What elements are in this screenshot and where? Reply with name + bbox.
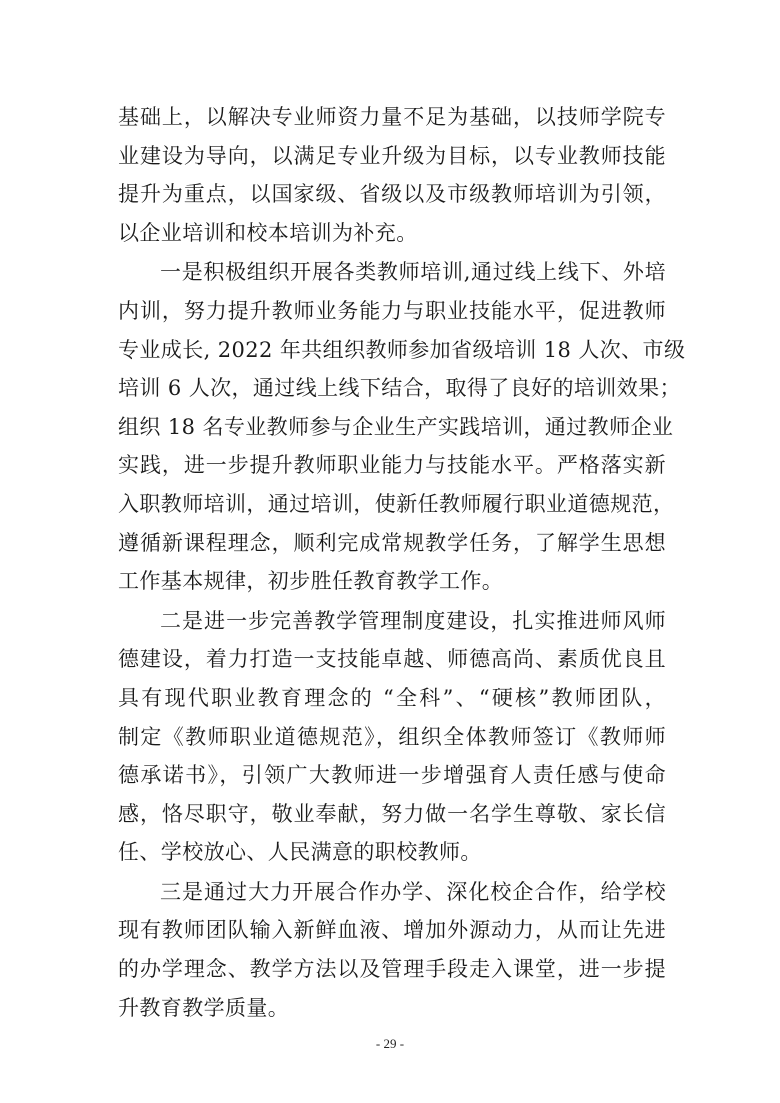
text-line: 的办学理念、教学方法以及管理手段走入课堂，进一步提 — [118, 957, 666, 982]
text-line: 德承诺书》，引领广大教师进一步增强育人责任感与使命 — [118, 763, 666, 788]
text-line: 一是积极组织开展各类教师培训,通过线上线下、外培 — [160, 260, 666, 285]
text-line: 德建设，着力打造一支技能卓越、师德高尚、素质优良且 — [118, 647, 666, 672]
text-line: 现有教师团队输入新鲜血液、增加外源动力，从而让先进 — [118, 918, 666, 943]
text-line: 制定《教师职业道德规范》，组织全体教师签订《教师师 — [118, 724, 666, 749]
paragraph-intro — [118, 98, 666, 252]
body-text — [118, 98, 686, 1028]
text-line: 三是通过大力开展合作办学、深化校企合作，给学校 — [160, 879, 666, 904]
text-line: 遵循新课程理念，顺利完成常规教学任务，了解学生思想 — [118, 530, 666, 555]
text-line: 组织 18 名专业教师参与企业生产实践培训，通过教师企业 — [118, 414, 674, 439]
text-line: 入职教师培训，通过培训，使新任教师履行职业道德规范， — [118, 491, 675, 516]
text-line: 任、学校放心、人民满意的职校教师。 — [118, 840, 482, 865]
page-number: - 29 - — [375, 1036, 405, 1051]
text-line: 培训 6 人次，通过线上线下结合，取得了良好的培训效果； — [118, 376, 681, 401]
paragraph-teacher-training — [118, 253, 686, 600]
text-line: 提升为重点，以国家级、省级以及市级教师培训为引领， — [118, 182, 666, 207]
text-line: 业建设为导向，以满足专业升级为目标，以专业教师技能 — [118, 143, 666, 168]
text-line: 二是进一步完善教学管理制度建设，扎实推进师风师 — [160, 608, 666, 633]
text-line: 以企业培训和校本培训为补充。 — [118, 220, 418, 245]
text-line: 工作基本规律，初步胜任教育教学工作。 — [118, 569, 504, 594]
paragraph-cooperation — [118, 873, 666, 1027]
text-line: 内训，努力提升教师业务能力与职业技能水平，促进教师 — [118, 298, 666, 323]
text-line: 感，恪尽职守，敬业奉献，努力做一名学生尊敬、家长信 — [118, 801, 666, 826]
text-line: 专业成长, 2022 年共组织教师参加省级培训 18 人次、市级 — [118, 337, 686, 362]
text-line: 升教育教学质量。 — [118, 995, 290, 1020]
text-line: 实践，进一步提升教师职业能力与技能水平。严格落实新 — [118, 453, 666, 478]
text-line: 基础上，以解决专业师资力量不足为基础，以技师学院专 — [118, 105, 666, 129]
paragraph-management-system — [118, 602, 666, 872]
text-line: 具有现代职业教育理念的 “全科”、“硬核”教师团队， — [118, 685, 666, 710]
